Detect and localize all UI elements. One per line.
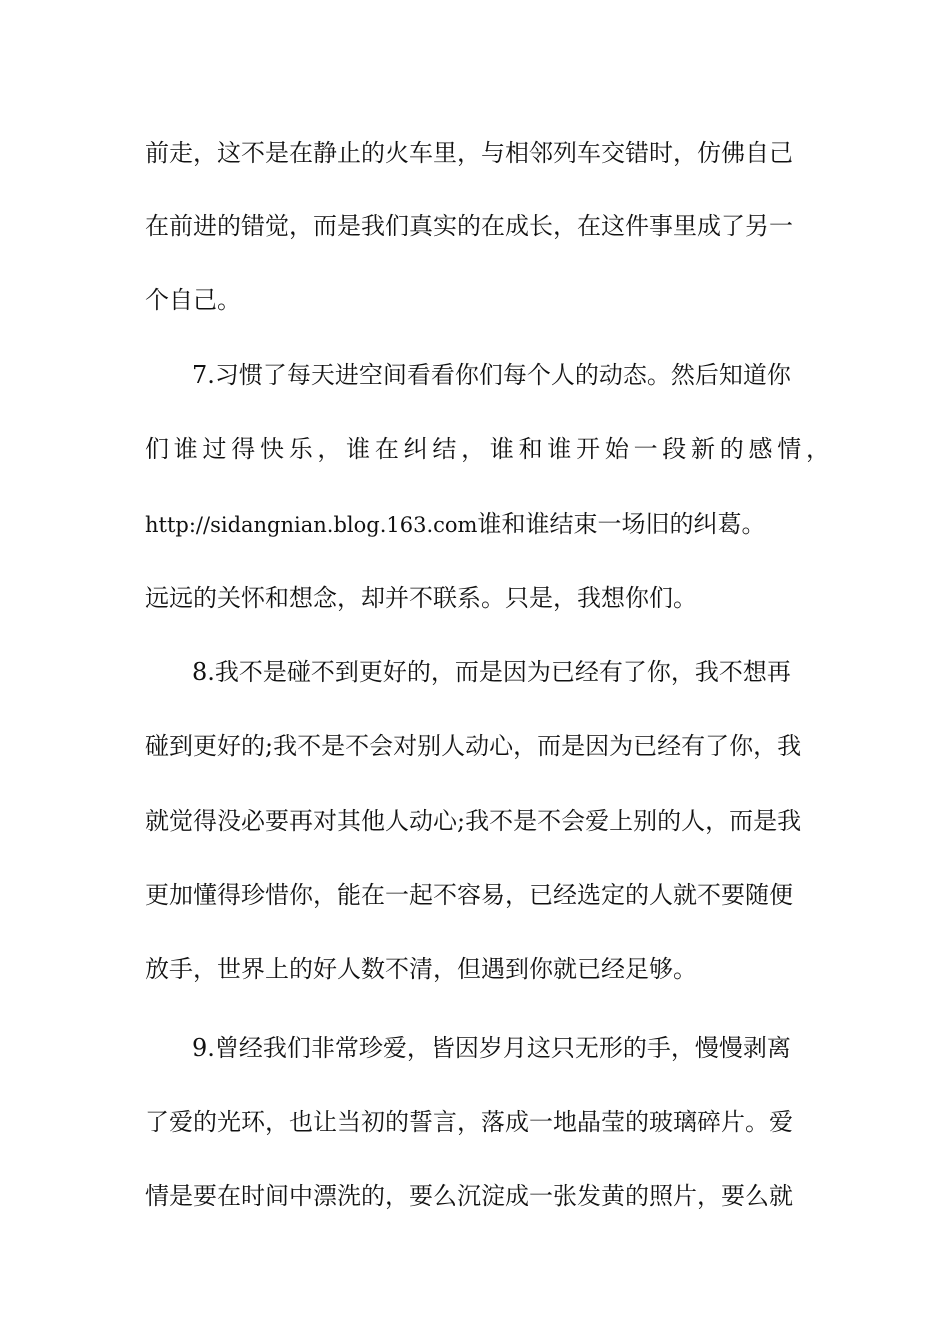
blog-url-text: http://sidangnian.blog.163.com (145, 513, 478, 537)
paragraph-8-line-5: 放手，世界上的好人数不清，但遇到你就已经足够。 (145, 955, 697, 983)
paragraph-8-line-1: 8.我不是碰不到更好的，而是因为已经有了你，我不想再 (192, 658, 791, 686)
paragraph-7-line-3-text: 谁和谁结束一场旧的纠葛。 (477, 510, 766, 538)
paragraph-9-line-3: 情是要在时间中漂洗的，要么沉淀成一张发黄的照片，要么就 (145, 1182, 793, 1210)
paragraph-7-line-2: 们谁过得快乐，谁在纠结，谁和谁开始一段新的感情， (145, 435, 830, 463)
paragraph-7-line-1: 7.习惯了每天进空间看看你们每个人的动态。然后知道你 (192, 361, 791, 389)
paragraph-9-line-2: 了爱的光环，也让当初的誓言，落成一地晶莹的玻璃碎片。爱 (145, 1108, 793, 1136)
text-line-3: 个自己。 (145, 286, 241, 314)
paragraph-8-line-2: 碰到更好的;我不是不会对别人动心，而是因为已经有了你，我 (145, 732, 802, 760)
text-line-2: 在前进的错觉，而是我们真实的在成长，在这件事里成了另一 (145, 212, 793, 240)
paragraph-9-line-1: 9.曾经我们非常珍爱，皆因岁月这只无形的手，慢慢剥离 (192, 1034, 791, 1062)
paragraph-8-line-4: 更加懂得珍惜你，能在一起不容易，已经选定的人就不要随便 (145, 881, 793, 909)
text-line-1: 前走，这不是在静止的火车里，与相邻列车交错时，仿佛自己 (145, 139, 793, 167)
paragraph-8-line-3: 就觉得没必要再对其他人动心;我不是不会爱上别的人，而是我 (145, 807, 802, 835)
paragraph-7-line-4: 远远的关怀和想念，却并不联系。只是，我想你们。 (145, 584, 697, 612)
paragraph-7-line-3 (145, 504, 765, 544)
